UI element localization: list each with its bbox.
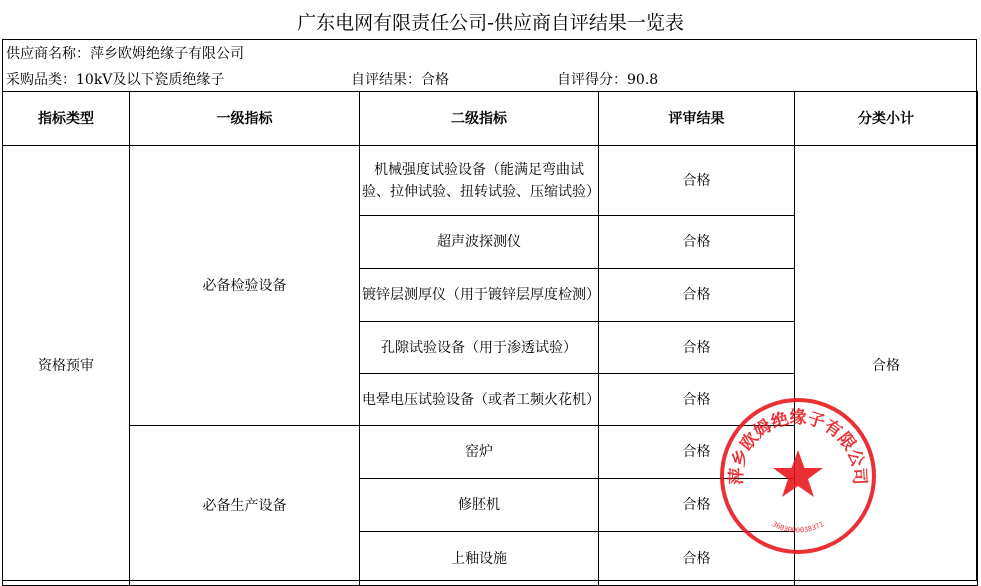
table-row [3, 146, 978, 216]
result-cell: 合格 [599, 426, 795, 479]
company-seal [718, 396, 878, 556]
seal-company-text: 萍乡欧姆绝缘子有限公司 [726, 408, 870, 486]
seal-number-text: 3603000038371 [770, 520, 826, 535]
level2-cell: 镀锌层测厚仪（用于镀锌层厚度检测） [360, 269, 599, 322]
result-cell: 合格 [599, 146, 795, 216]
level2-cell: 上釉设施 [360, 532, 599, 586]
result-cell: 合格 [599, 322, 795, 374]
level2-cell: 孔隙试验设备（用于渗透试验） [360, 322, 599, 374]
self-eval-result: 自评结果：合格 [351, 72, 449, 88]
result-cell: 合格 [599, 269, 795, 322]
header-level2: 二级指标 [360, 92, 599, 146]
page-title: 广东电网有限责任公司-供应商自评结果一览表 [297, 12, 684, 34]
level2-cell: 修胚机 [360, 479, 599, 532]
header-indicator-type: 指标类型 [3, 92, 130, 146]
indicator-type-cell: 资格预审 [3, 146, 130, 586]
self-eval-score: 自评得分：90.8 [557, 72, 659, 88]
group-name-cell: 必备生产设备 [130, 426, 360, 586]
result-cell: 合格 [599, 374, 795, 426]
level2-cell: 电晕电压试验设备（或者工频火花机） [360, 374, 599, 426]
level2-cell: 超声波探测仪 [360, 216, 599, 269]
group-name-cell: 必备检验设备 [130, 146, 360, 426]
level2-cell: 窑炉 [360, 426, 599, 479]
category-info-row [6, 69, 981, 89]
header-level1: 一级指标 [130, 92, 360, 146]
supplier-info-row [6, 43, 244, 63]
purchase-category: 采购品类：10kV及以下瓷质绝缘子 [6, 72, 225, 88]
level2-cell: 机械强度试验设备（能满足弯曲试验、拉伸试验、扭转试验、压缩试验） [360, 146, 599, 216]
supplier-name: 供应商名称：萍乡欧姆绝缘子有限公司 [6, 46, 244, 62]
result-cell: 合格 [599, 479, 795, 532]
subtotal-cell: 合格 [795, 146, 978, 586]
seal-star-icon [773, 450, 823, 497]
header-review-result: 评审结果 [599, 92, 795, 146]
result-cell: 合格 [599, 532, 795, 586]
result-cell: 合格 [599, 216, 795, 269]
table-header-row [3, 92, 978, 146]
header-subtotal: 分类小计 [795, 92, 978, 146]
